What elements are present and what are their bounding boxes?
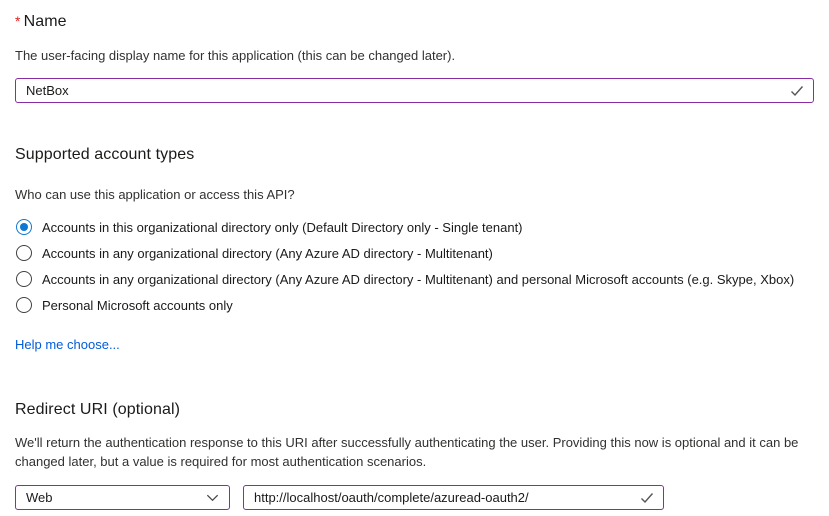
radio-button[interactable] — [16, 271, 32, 287]
radio-option-label: Accounts in this organizational directory only (Default Directory only - Single tenant) — [42, 219, 523, 235]
chevron-down-icon — [204, 490, 220, 506]
name-input[interactable] — [15, 78, 814, 103]
account-type-option-multitenant[interactable] — [15, 240, 814, 266]
redirect-uri-row — [15, 485, 814, 510]
radio-button[interactable] — [16, 219, 32, 235]
name-field-container — [15, 78, 814, 103]
required-asterisk: * — [15, 13, 21, 29]
redirect-uri-field-container — [243, 485, 664, 510]
name-section-title — [15, 13, 814, 31]
platform-select[interactable] — [15, 485, 230, 510]
radio-option-label: Personal Microsoft accounts only — [42, 297, 233, 313]
supported-account-types-title: Supported account types — [15, 146, 195, 163]
account-type-option-multitenant-personal[interactable] — [15, 266, 814, 292]
redirect-uri-description: We'll return the authentication response to this URI after successfully authenticating the user. Providing this now is optional and it can be changed later, but a value is required for most authentication scenarios. — [15, 435, 799, 469]
redirect-uri-title: Redirect URI (optional) — [15, 401, 181, 418]
redirect-uri-input[interactable] — [243, 485, 664, 510]
account-type-option-single-tenant[interactable] — [15, 214, 814, 240]
name-description: The user-facing display name for this application (this can be changed later). — [15, 48, 456, 63]
account-types-radio-group — [15, 214, 814, 318]
name-title-text: Name — [23, 13, 67, 30]
platform-select-value: Web — [26, 490, 53, 505]
radio-button[interactable] — [16, 297, 32, 313]
help-me-choose-link[interactable]: Help me choose... — [15, 337, 120, 352]
radio-option-label: Accounts in any organizational directory (Any Azure AD directory - Multitenant) and personal Microsoft accounts (e.g. Skype, Xbox) — [42, 271, 795, 287]
radio-button[interactable] — [16, 245, 32, 261]
account-type-option-personal-only[interactable] — [15, 292, 814, 318]
account-types-question: Who can use this application or access this API? — [15, 187, 295, 202]
radio-option-label: Accounts in any organizational directory (Any Azure AD directory - Multitenant) — [42, 245, 493, 261]
